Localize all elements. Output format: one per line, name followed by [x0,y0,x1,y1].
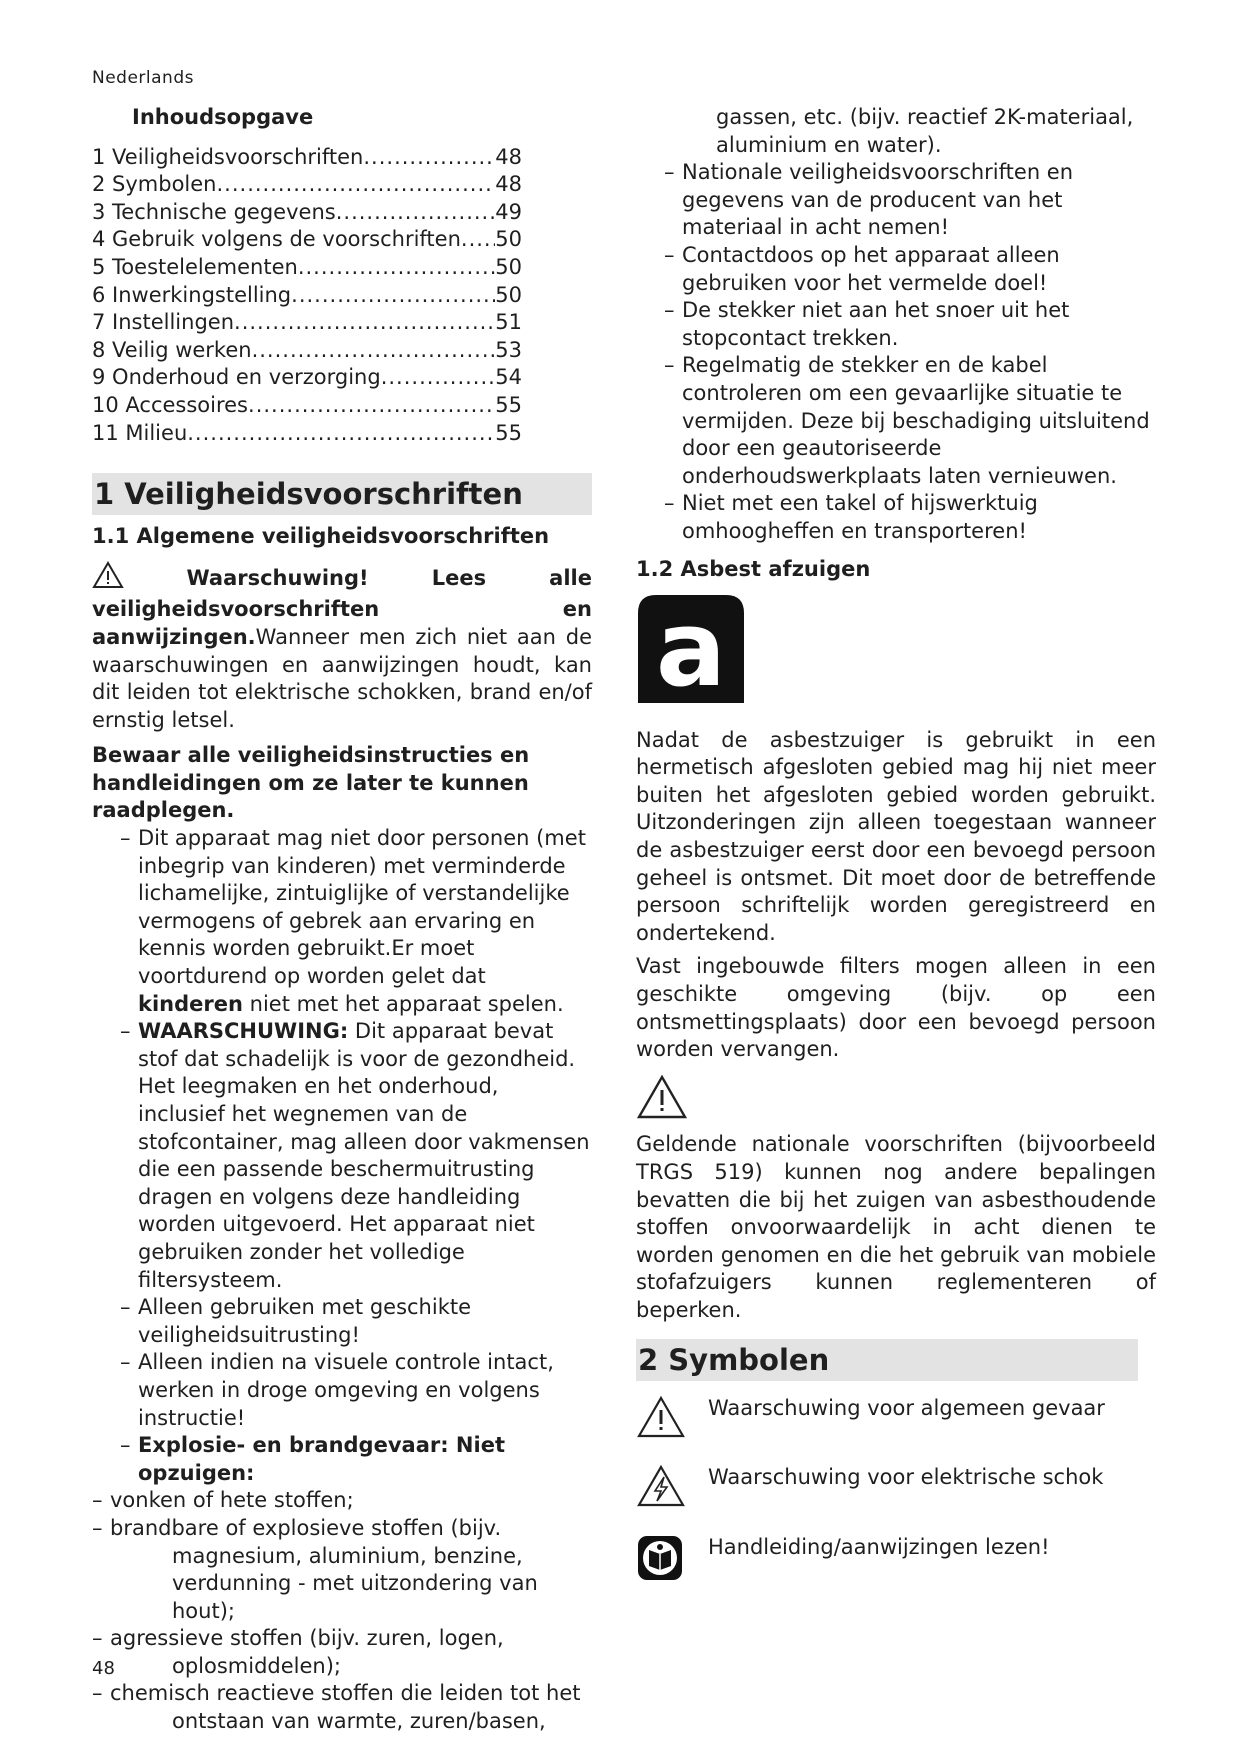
toc-entry: 5 Toestelelementen ..... 50 [92,254,522,282]
toc-entry: 2 Symbolen ..... 48 [92,171,522,199]
toc-entry: 7 Instellingen ..... 51 [92,309,522,337]
list-item: – De stekker niet aan het snoer uit het stopcontact trekken. [664,298,1070,350]
toc-entry: 1 Veiligheidsvoorschriften ..... 48 [92,144,522,172]
list-item: – Contactdoos op het apparaat alleen gebruiken voor het vermelde doel! [664,242,1060,295]
toc-entry: 11 Milieu ..... 55 [92,420,522,448]
page-number: 48 [92,1658,115,1679]
section-2-heading: 2 Symbolen [636,1339,1138,1381]
symbol-description: Waarschuwing voor algemeen gevaar [708,1395,1105,1420]
list-item: – brandbare of explosieve stoffen (bijv. magnesium, aluminium, benzine, verdunning - met uitzondering van hout); [92,1515,538,1623]
symbol-row [636,1395,1156,1447]
section-1-heading: 1 Veiligheidsvoorschriften [92,473,592,515]
toc-entry: 6 Inwerkingstelling ..... 50 [92,282,522,310]
symbol-description: Handleiding/aanwijzingen lezen! [708,1534,1050,1559]
toc-title: Inhoudsopgave [132,105,314,129]
right-column [636,104,1156,1589]
symbol-row [636,1534,1156,1590]
asbestos-a-icon [636,593,1156,713]
warning-triangle-icon [636,1074,1156,1128]
list-item-continuation: gassen, etc. (bijv. reactief 2K-materiaal, aluminium en water). [716,105,1134,157]
list-item: – Regelmatig de stekker en de kabel controleren om een gevaarlijke situatie te vermijden. Deze bij beschadiging uitsluitend door een geautoriseerde onderhoudswerkplaats laten vernieuwen. [664,353,1150,488]
keep-instructions-note: Bewaar alle veiligheidsinstructies en handleidingen om ze later te kunnen raadplegen. [92,743,530,823]
list-item: – Dit apparaat mag niet door personen (met inbegrip van kinderen) met verminderde lichamelijke, zintuiglijke of verstandelijke vermogens of gebrek aan ervaring en kennis worden gebruikt.Er moet voortdurend op worden gelet dat kinderen niet met het apparaat spelen. [120,826,586,1016]
warning-bold-text: Waarschuwing! Lees alle veiligheidsvoorschriften en aanwijzingen. [92,565,592,649]
list-item: – Alleen indien na visuele controle intact, werken in droge omgeving en volgens instructie! [120,1350,554,1430]
asbestos-paragraph-3: Geldende nationale voorschriften (bijvoorbeeld TRGS 519) kunnen nog andere bepalingen bevatten die bij het zuigen van asbesthoudende stoffen onvoorwaardelijk in acht dienen te worden genomen en die het gebruik van mobiele stofafzuigers kunnen reglementeren of beperken. [636,1132,1156,1322]
left-column [92,104,592,1736]
general-warning-paragraph [92,561,592,735]
list-item: – vonken of hete stoffen; [92,1488,354,1513]
symbol-row [636,1464,1156,1516]
section-1-2-heading: 1.2 Asbest afzuigen [636,556,871,581]
read-manual-icon [636,1534,686,1590]
section-1-1-heading: 1.1 Algemene veiligheidsvoorschriften [92,524,550,549]
asbestos-paragraph-1: Nadat de asbestzuiger is gebruikt in een hermetisch afgesloten gebied mag hij niet meer buiten het afgesloten gebied worden gebruikt. Uitzonderingen zijn alleen toegestaan wanneer de asbestzuiger eerst door een bevoegd persoon geheel is ontsmet. Dit moet door de betreffende persoon schriftelijk worden geregistreerd en ondertekend. [636,727,1156,945]
toc-entry: 4 Gebruik volgens de voorschriften ..... 50 [92,226,522,254]
document-language: Nederlands [92,68,194,88]
toc-entry: 10 Accessoires ..... 55 [92,392,522,420]
warning-triangle-icon [636,1395,686,1447]
asbestos-a-letter: a [655,593,727,706]
table-of-contents [92,144,592,448]
list-item: – Niet met een takel of hijswerktuig omhoogheffen en transporteren! [664,491,1038,543]
list-item: – Alleen gebruiken met geschikte veiligheidsuitrusting! [120,1295,472,1347]
electric-shock-icon [636,1464,686,1516]
toc-entry: 3 Technische gegevens ..... 49 [92,199,522,227]
asbestos-paragraph-2: Vast ingebouwde filters mogen alleen in een geschikte omgeving (bijv. op een ontsmettingsplaats) door een bevoegd persoon worden vervangen. [636,954,1156,1062]
warning-text: Wanneer men zich niet aan de waarschuwingen en aanwijzingen houdt, kan dit leiden tot elektrische schokken, brand en/of ernstig letsel. [92,624,592,732]
list-item: – chemisch reactieve stoffen die leiden tot het ontstaan van warmte, zuren/basen, [92,1681,581,1734]
list-item: – Nationale veiligheidsvoorschriften en gegevens van de producent van het materiaal in acht nemen! [664,160,1074,240]
toc-entry: 8 Veilig werken ..... 53 [92,337,522,365]
list-item: – WAARSCHUWING: Dit apparaat bevat stof dat schadelijk is voor de gezondheid. Het leegmaken en het onderhoud, inclusief het wegnemen van de stofcontainer, mag alleen door vakmensen die een passende beschermuitrusting dragen en volgens deze handleiding worden uitgevoerd. Het apparaat niet gebruiken zonder het volledige filtersysteem. [120,1019,590,1292]
symbol-description: Waarschuwing voor elektrische schok [708,1465,1104,1490]
toc-entry: 9 Onderhoud en verzorging ..... 54 [92,364,522,392]
list-item: – Explosie- en brandgevaar: Niet opzuigen: [120,1433,505,1485]
list-item: – agressieve stoffen (bijv. zuren, logen, oplosmiddelen); [92,1626,504,1678]
warning-triangle-icon [92,561,124,597]
